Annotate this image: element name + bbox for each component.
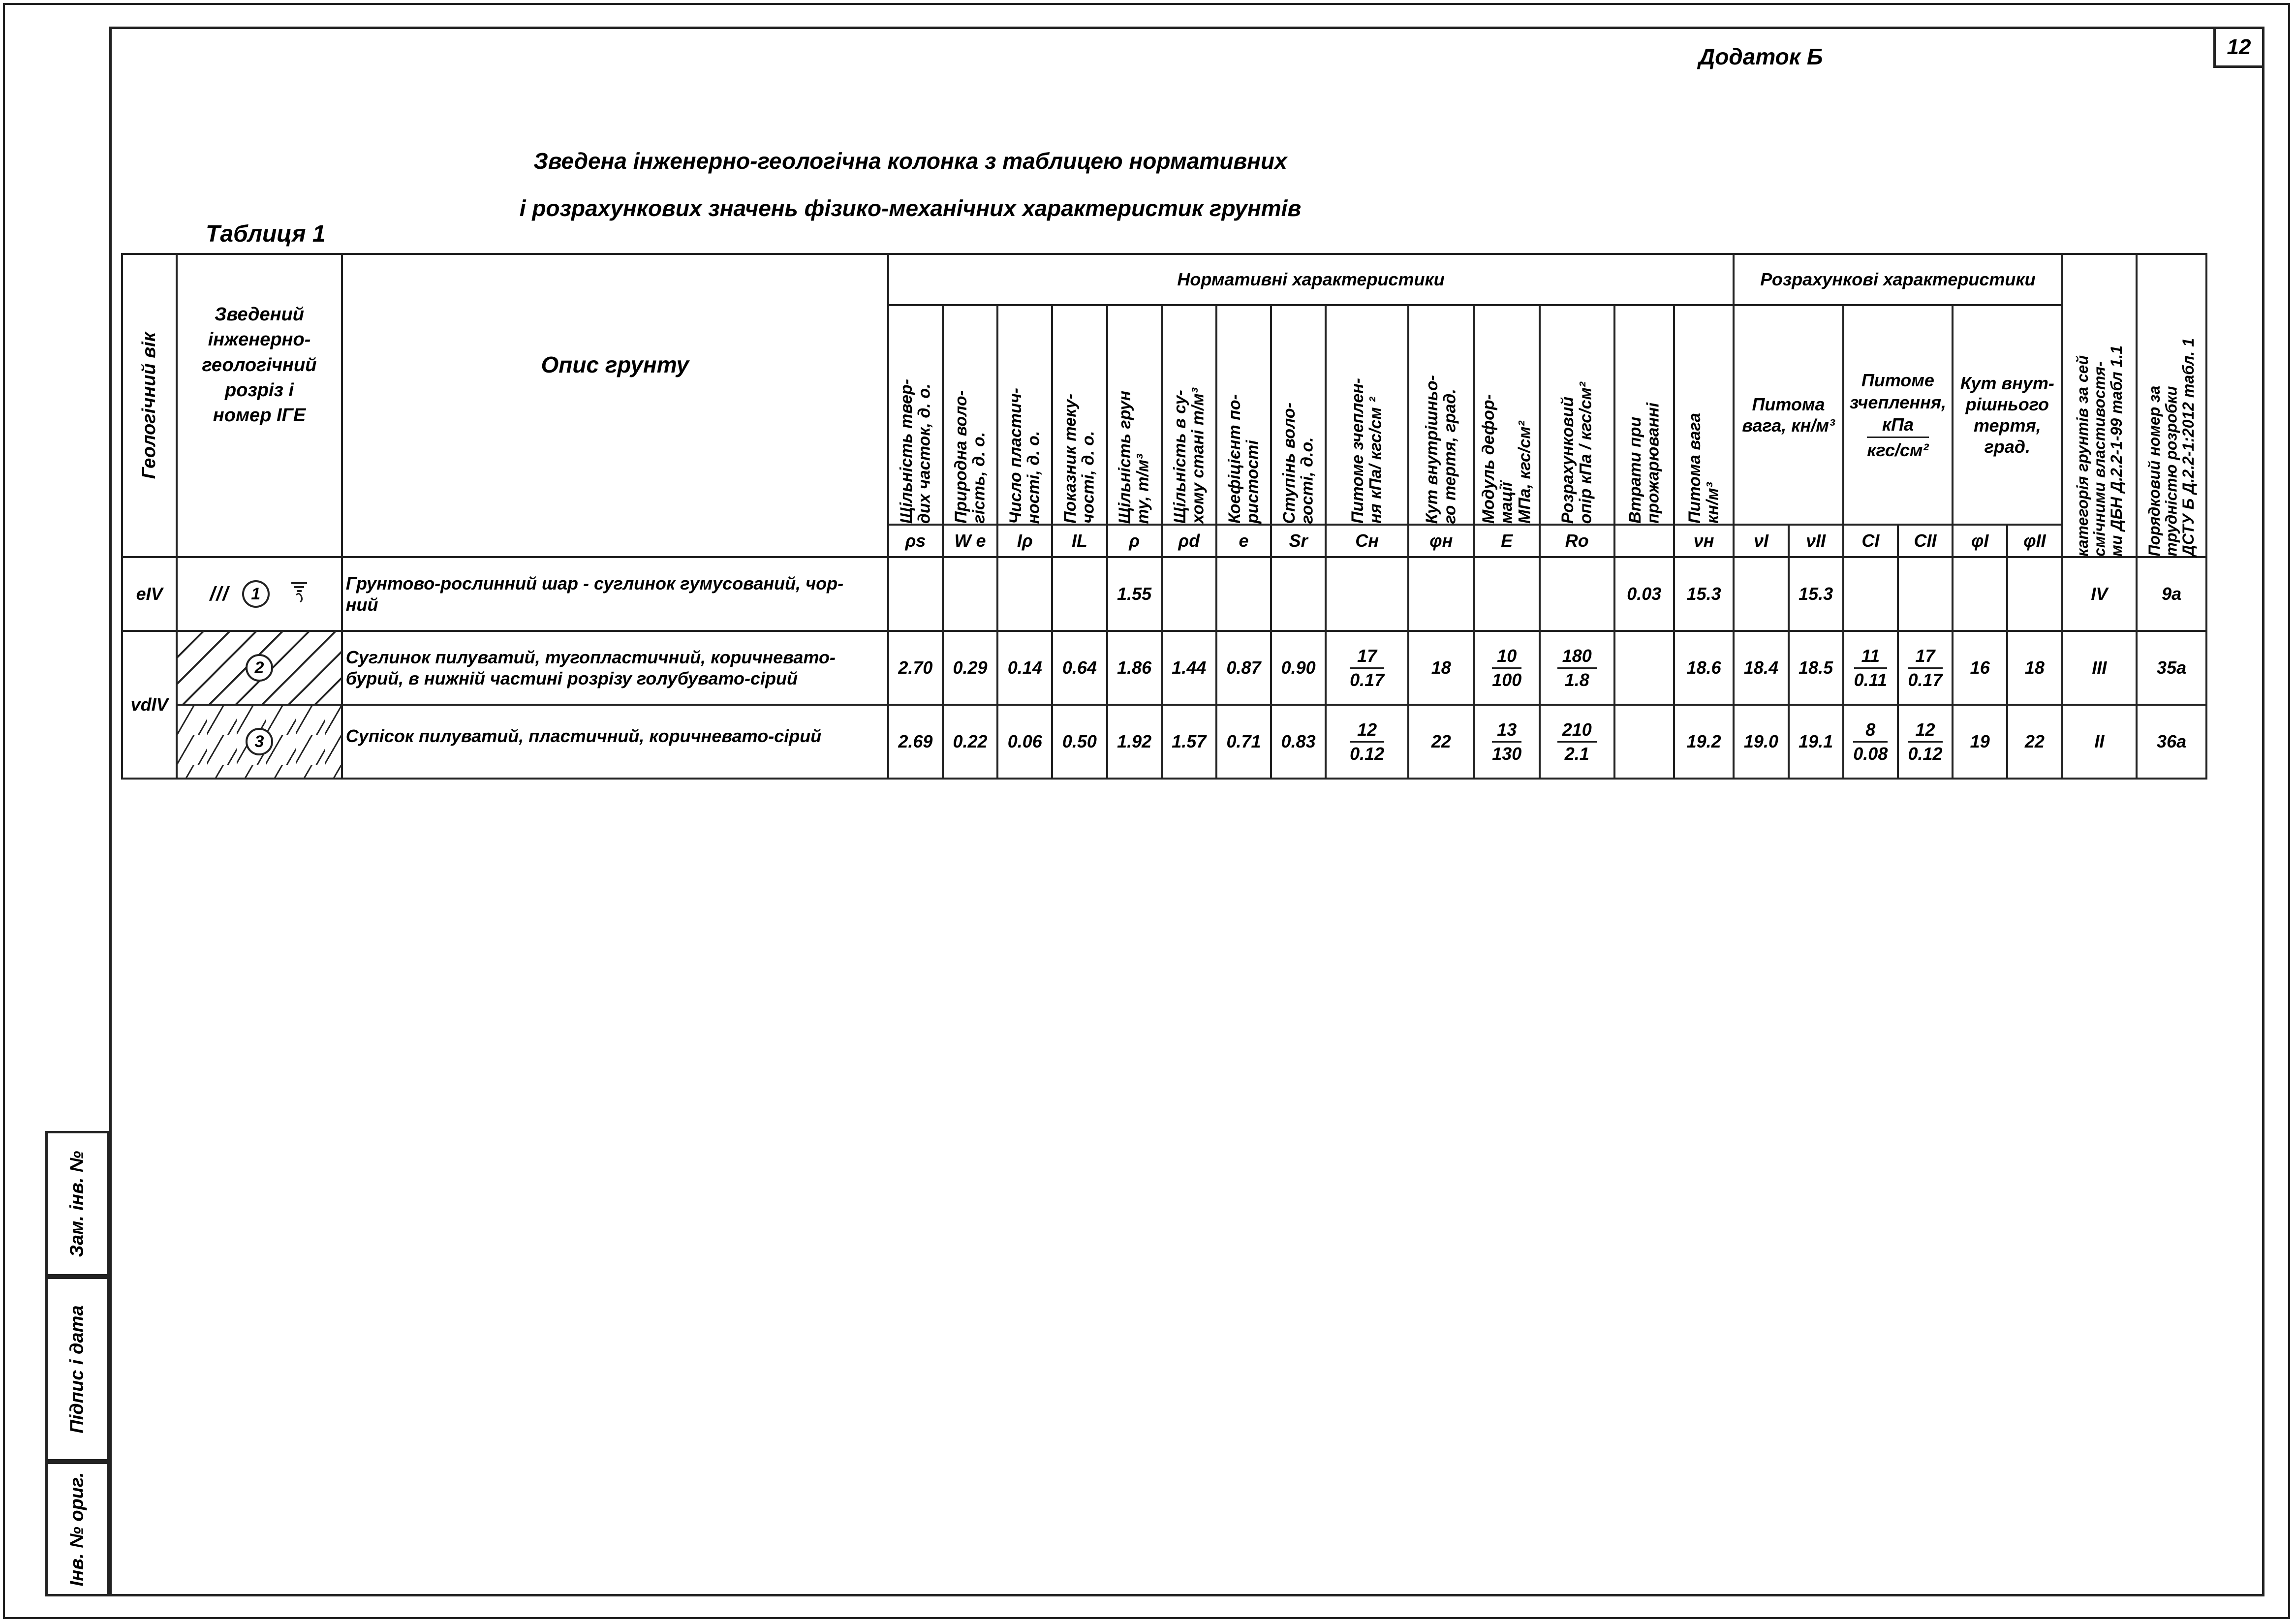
- section-cell-1: [177, 557, 342, 631]
- sym-1: ρs: [888, 525, 943, 557]
- val-cell: [1271, 557, 1326, 631]
- sym-13: [1614, 525, 1674, 557]
- frac-cell: [1898, 631, 1953, 705]
- sym-19: φI: [1953, 525, 2007, 557]
- val-cell: 0.90: [1271, 631, 1326, 705]
- fraction-denominator: 0.17: [1350, 669, 1385, 690]
- table-label: Таблиця 1: [206, 221, 326, 247]
- hdr-geo-age: [122, 254, 177, 557]
- val-cell: 1.86: [1107, 631, 1162, 705]
- val-cell: [943, 557, 997, 631]
- hdr-col-2-text: Природна воло- гість, д. о.: [951, 390, 989, 524]
- fraction-numerator: 17: [1350, 646, 1384, 669]
- fraction-value: [1350, 719, 1384, 764]
- sym-17: CI: [1843, 525, 1898, 557]
- sym-8: Sr: [1271, 525, 1326, 557]
- val-cell: 0.14: [997, 631, 1052, 705]
- fraction-value: [1492, 646, 1521, 690]
- sym-9: Cн: [1326, 525, 1408, 557]
- fraction-denominator: 0.12: [1908, 743, 1943, 764]
- hdr-col-3: [997, 305, 1052, 525]
- hdr-normative: Нормативні характеристики: [888, 254, 1734, 305]
- fraction-denominator: 100: [1492, 669, 1522, 690]
- val-cell: [1614, 631, 1674, 705]
- hdr-calc-cohesion: [1843, 305, 1953, 525]
- hdr-col-14: [1674, 305, 1734, 525]
- stamp-label-orig-inv: Інв. № ориг.: [66, 1472, 88, 1586]
- age-cell: vdIV: [122, 631, 177, 779]
- val-cell: 19.0: [1734, 705, 1788, 779]
- hdr-col-6-text: Щільність в су- хому стані т/м³: [1170, 388, 1208, 524]
- table-row: [122, 631, 2206, 705]
- sym-18: CII: [1898, 525, 1953, 557]
- hdr-col-1-text: Щільність твер- дих часток, д. о.: [897, 379, 934, 524]
- frac-cell: [1843, 705, 1898, 779]
- category-cell: IV: [2062, 557, 2137, 631]
- val-cell: 1.55: [1107, 557, 1162, 631]
- hdr-col-9: [1326, 305, 1408, 525]
- sym-15: νI: [1734, 525, 1788, 557]
- val-cell: 1.57: [1162, 705, 1216, 779]
- val-cell: 0.06: [997, 705, 1052, 779]
- hdr-order-text: Порядковий номер за трудністю розробки ДСТУ Б Д.2.2-1:2012 табл. 1: [2145, 338, 2198, 557]
- hdr-col-13-text: Втрати при прожарюванні: [1625, 403, 1663, 524]
- stamp-cell-signature: [45, 1277, 109, 1462]
- category-cell: III: [2062, 631, 2137, 705]
- hdr-section-text: Зведений інженерно- геологічний розріз і номер ІГЕ: [202, 304, 317, 426]
- hdr-calc-friction: Кут внут- рішнього тертя, град.: [1953, 305, 2062, 525]
- hdr-col-6: [1162, 305, 1216, 525]
- hdr-col-4-text: Показник теку- чості, д. о.: [1061, 394, 1098, 524]
- hdr-category: [2062, 254, 2137, 557]
- doc-title-line2: і розрахункових значень фізико-механічних характеристик грунтів: [519, 195, 1302, 221]
- val-cell: 16: [1953, 631, 2007, 705]
- val-cell: 0.64: [1052, 631, 1107, 705]
- hdr-description-text: Опис грунту: [541, 352, 689, 377]
- hdr-col-12-text: Розрахунковий опір кПа / кгс/см²: [1558, 381, 1595, 524]
- stamp-divider: [109, 1131, 112, 1596]
- val-cell: 0.50: [1052, 705, 1107, 779]
- hdr-col-10: [1408, 305, 1474, 525]
- fraction-value: [1908, 646, 1942, 690]
- frac-cell: [1540, 705, 1614, 779]
- doc-title-line1: Зведена інженерно-геологічна колонка з таблицею нормативних: [533, 148, 1287, 174]
- sym-7: e: [1216, 525, 1271, 557]
- hdr-col-11: [1474, 305, 1540, 525]
- hdr-col-13: [1614, 305, 1674, 525]
- description-cell: Грунтово-рослинний шар - суглинок гумусований, чор- ний: [342, 557, 888, 631]
- fraction-value: [1854, 646, 1887, 690]
- val-cell: [1052, 557, 1107, 631]
- sym-12: Ro: [1540, 525, 1614, 557]
- fraction-denominator: 0.11: [1854, 669, 1888, 690]
- val-cell: 2.69: [888, 705, 943, 779]
- hdr-section: [177, 254, 342, 557]
- val-cell: [1843, 557, 1898, 631]
- val-cell: 0.22: [943, 705, 997, 779]
- val-cell: 19: [1953, 705, 2007, 779]
- hdr-calculated: Розрахункові характеристики: [1734, 254, 2062, 305]
- hdr-col-2: [943, 305, 997, 525]
- order-cell: 35а: [2137, 631, 2206, 705]
- sym-10: φн: [1408, 525, 1474, 557]
- hdr-col-3-text: Число пластич- ності, д. о.: [1006, 387, 1043, 524]
- hdr-col-10-text: Кут внутрішньо- го тертя, град.: [1423, 375, 1459, 524]
- hdr-col-5-text: Щільність грун ту, т/м³: [1116, 390, 1153, 524]
- frac-cell: [1474, 705, 1540, 779]
- hdr-col-7: [1216, 305, 1271, 525]
- frac-cell: [1326, 705, 1408, 779]
- hdr-order: [2137, 254, 2206, 557]
- val-cell: [1408, 557, 1474, 631]
- val-cell: [997, 557, 1052, 631]
- frac-cell: [1898, 705, 1953, 779]
- sym-20: φII: [2007, 525, 2062, 557]
- ige-number-3: 3: [246, 728, 273, 755]
- val-cell: [1326, 557, 1408, 631]
- stamp-cell-orig-inv: [45, 1462, 109, 1596]
- fraction-value: [1557, 646, 1597, 690]
- topsoil-hatch-icon: ///: [210, 583, 229, 605]
- fraction-denominator: 0.12: [1350, 743, 1385, 764]
- table-row: [122, 557, 2206, 631]
- val-cell: 1.92: [1107, 705, 1162, 779]
- hdr-col-5: [1107, 305, 1162, 525]
- sym-4: IL: [1052, 525, 1107, 557]
- fraction-numerator: 12: [1350, 719, 1384, 743]
- fraction-value: [1908, 719, 1942, 764]
- val-cell: 0.29: [943, 631, 997, 705]
- category-cell: II: [2062, 705, 2137, 779]
- hdr-col-7-text: Коефіцієнт по- ристості: [1225, 394, 1262, 524]
- stamp-cell-replaced-inv: [45, 1131, 109, 1277]
- hdr-col-8: [1271, 305, 1326, 525]
- soil-characteristics-table: [121, 253, 2207, 780]
- val-cell: [1474, 557, 1540, 631]
- val-cell: 18: [1408, 631, 1474, 705]
- table-row: [122, 705, 2206, 779]
- fraction-denominator: 0.17: [1908, 669, 1943, 690]
- fraction-value: [1557, 719, 1597, 764]
- fraction-numerator: 8: [1853, 719, 1888, 743]
- hdr-calc-cohesion-title: Питоме зчеплення,: [1849, 370, 1947, 412]
- stamp-label-signature: Підпис і дата: [66, 1305, 88, 1434]
- val-cell: 18: [2007, 631, 2062, 705]
- val-cell: 18.6: [1674, 631, 1734, 705]
- fraction-denominator: 130: [1492, 743, 1522, 764]
- frac-cell: [1326, 631, 1408, 705]
- header-row-1: [122, 254, 2206, 305]
- sym-5: ρ: [1107, 525, 1162, 557]
- val-cell: [2007, 557, 2062, 631]
- hdr-col-4: [1052, 305, 1107, 525]
- hdr-col-11-text: Модуль дефор- мації МПа, кгс/см²: [1479, 394, 1534, 524]
- section-cell-2: [177, 631, 342, 705]
- fraction-value: [1350, 646, 1384, 690]
- description-cell: Суглинок пилуватий, тугопластичний, коричневато- бурий, в нижній частині розрізу голубувато-сірий: [342, 631, 888, 705]
- fraction-numerator: 17: [1908, 646, 1942, 669]
- age-cell: eIV: [122, 557, 177, 631]
- water-table-icon: [289, 580, 309, 608]
- val-cell: [1953, 557, 2007, 631]
- hdr-col-1: [888, 305, 943, 525]
- val-cell: [1614, 705, 1674, 779]
- fraction-numerator: 210: [1557, 719, 1597, 743]
- fraction-numerator: 11: [1854, 646, 1887, 669]
- description-cell: Супісок пилуватий, пластичний, коричневато-сірий: [342, 705, 888, 779]
- val-cell: 0.03: [1614, 557, 1674, 631]
- val-cell: [1734, 557, 1788, 631]
- hdr-category-text: категорія грунтів за сей смічними властивостя- ми ДБН Д.2.2-1-99 табл 1.1: [2073, 345, 2125, 557]
- order-cell: 9а: [2137, 557, 2206, 631]
- val-cell: 15.3: [1674, 557, 1734, 631]
- hdr-calc-unit-weight: Питома вага, кн/м³: [1734, 305, 1843, 525]
- val-cell: [1162, 557, 1216, 631]
- val-cell: 0.71: [1216, 705, 1271, 779]
- fraction-value: [1492, 719, 1521, 764]
- sym-11: E: [1474, 525, 1540, 557]
- fraction-numerator: 180: [1557, 646, 1597, 669]
- sym-2: W e: [943, 525, 997, 557]
- page-number: 12: [2213, 27, 2264, 68]
- sym-6: ρd: [1162, 525, 1216, 557]
- val-cell: 19.1: [1789, 705, 1843, 779]
- fraction-denominator: 1.8: [1564, 669, 1589, 690]
- hdr-col-14-text: Питома вага кн/м³: [1685, 413, 1722, 524]
- fraction-numerator: 12: [1908, 719, 1942, 743]
- val-cell: 18.5: [1789, 631, 1843, 705]
- val-cell: 2.70: [888, 631, 943, 705]
- val-cell: 1.44: [1162, 631, 1216, 705]
- fraction-numerator: 13: [1492, 719, 1521, 743]
- val-cell: [1898, 557, 1953, 631]
- val-cell: 19.2: [1674, 705, 1734, 779]
- val-cell: 0.87: [1216, 631, 1271, 705]
- hdr-description: [342, 254, 888, 557]
- ige-number-2: 2: [246, 654, 273, 682]
- frac-cell: [1540, 631, 1614, 705]
- hdr-col-9-text: Питоме зчеплен- ня кПа/ кгс/см ²: [1348, 378, 1386, 524]
- fraction-denominator: 2.1: [1564, 743, 1589, 764]
- val-cell: 15.3: [1789, 557, 1843, 631]
- val-cell: 0.83: [1271, 705, 1326, 779]
- hdr-calc-cohesion-unit2: кгс/см²: [1867, 439, 1929, 460]
- section-cell-3: [177, 705, 342, 779]
- val-cell: 22: [1408, 705, 1474, 779]
- fraction-numerator: 10: [1492, 646, 1521, 669]
- hdr-calc-cohesion-unit1: кПа: [1867, 413, 1928, 438]
- sym-3: Iρ: [997, 525, 1052, 557]
- val-cell: [1216, 557, 1271, 631]
- ige-number-1: 1: [242, 580, 270, 608]
- fraction-denominator: 0.08: [1853, 743, 1888, 764]
- hdr-geo-age-text: Геологічний вік: [139, 332, 160, 479]
- sym-16: νII: [1789, 525, 1843, 557]
- val-cell: [1540, 557, 1614, 631]
- appendix-label: Додаток Б: [1699, 44, 1823, 69]
- hdr-col-12: [1540, 305, 1614, 525]
- fraction-value: [1853, 719, 1888, 764]
- hdr-col-8-text: Ступінь воло- гості, д.о.: [1279, 402, 1317, 524]
- stamp-label-replaced-inv: Зам. інв. №: [66, 1151, 88, 1257]
- frac-cell: [1843, 631, 1898, 705]
- val-cell: [888, 557, 943, 631]
- frac-cell: [1474, 631, 1540, 705]
- sym-14: νн: [1674, 525, 1734, 557]
- val-cell: 18.4: [1734, 631, 1788, 705]
- order-cell: 36а: [2137, 705, 2206, 779]
- val-cell: 22: [2007, 705, 2062, 779]
